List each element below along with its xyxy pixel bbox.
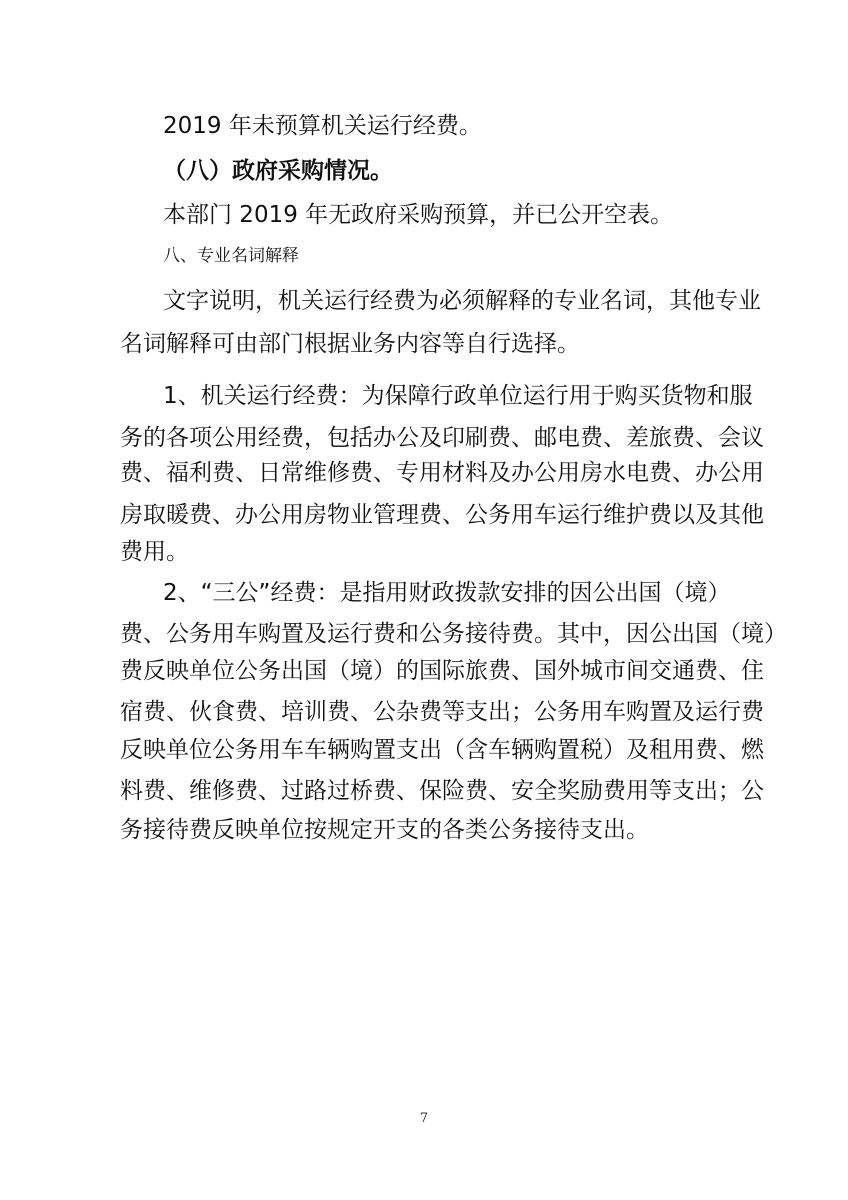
term-definition-line: 房取暖费、办公用房物业管理费、公务用车运行维护费以及其他 xyxy=(120,502,764,528)
term-definition-line: 费、福利费、日常维修费、专用材料及办公用房水电费、办公用 xyxy=(120,460,764,486)
paragraph-line: 文字说明，机关运行经费为必须解释的专业名词，其他专业 xyxy=(163,288,761,314)
procurement-statement: 本部门 2019 年无政府采购预算，并已公开空表。 xyxy=(163,202,674,228)
term-definition-line: 反映单位公务用车车辆购置支出（含车辆购置税）及租用费、燃 xyxy=(120,737,764,763)
paragraph-line: 名词解释可由部门根据业务内容等自行选择。 xyxy=(120,331,580,357)
term-definition-line: 务的各项公用经费，包括办公及印刷费、邮电费、差旅费、会议 xyxy=(120,425,764,451)
term-definition-line: 料费、维修费、过路过桥费、保险费、安全奖励费用等支出；公 xyxy=(120,778,764,804)
term-definition-line: 2、“三公”经费：是指用财政拨款安排的因公出国（境） xyxy=(163,580,731,606)
budget-note-line: 2019 年未预算机关运行经费。 xyxy=(163,113,482,139)
term-definition-line: 费反映单位公务出国（境）的国际旅费、国外城市间交通费、住 xyxy=(120,658,764,684)
page-number: 7 xyxy=(419,1111,429,1126)
section-heading-terms: 八、专业名词解释 xyxy=(163,246,299,266)
term-definition-line: 1、机关运行经费：为保障行政单位运行用于购买货物和服 xyxy=(163,383,753,409)
section-heading-procurement: （八）政府采购情况。 xyxy=(163,158,393,184)
term-definition-line: 费用。 xyxy=(120,539,189,565)
term-definition-line: 务接待费反映单位按规定开支的各类公务接待支出。 xyxy=(120,817,649,843)
term-definition-line: 费、公务用车购置及运行费和公务接待费。其中，因公出国（境） xyxy=(120,621,787,647)
term-definition-line: 宿费、伙食费、培训费、公杂费等支出；公务用车购置及运行费 xyxy=(120,699,764,725)
